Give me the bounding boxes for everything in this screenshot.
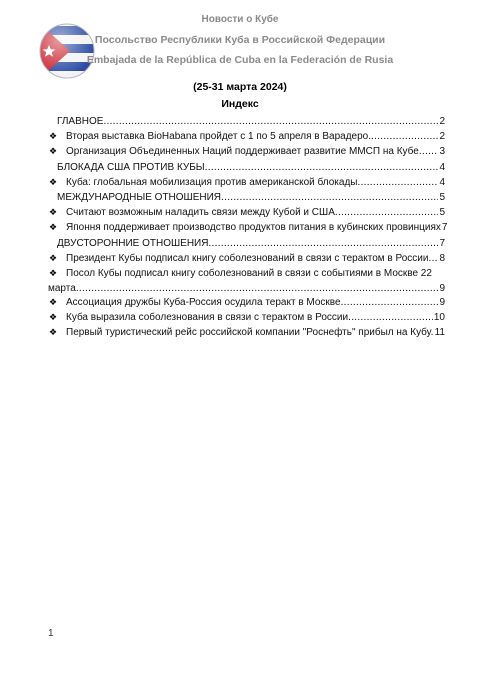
toc-item-entry[interactable] <box>48 220 448 235</box>
toc-dot-leader <box>419 144 439 159</box>
toc-item-entry[interactable] <box>48 129 445 144</box>
toc-entry-title: Куба: глобальная мобилизация против американской блокады <box>66 176 358 188</box>
toc-dot-leader <box>205 160 439 175</box>
toc-dot-leader <box>371 129 438 144</box>
toc-item-entry[interactable] <box>48 325 445 340</box>
toc-entry-title: ГЛАВНОЕ <box>57 116 104 127</box>
header-embassy-ru: Посольство Республики Куба в Российской Федерации <box>94 34 386 46</box>
toc-entry-title: БЛОКАДА США ПРОТИВ КУБЫ <box>57 161 205 173</box>
toc-page-number: 11 <box>434 327 445 339</box>
toc-entry-title: Японня поддерживает производство продуктов питания в кубинских провинциях <box>66 222 441 234</box>
toc-page-number: 7 <box>441 222 448 234</box>
toc-page-number: 8 <box>439 252 445 264</box>
diamond-bullet-icon: ❖ <box>49 252 58 263</box>
toc-item-entry[interactable] <box>48 310 445 325</box>
toc-dot-leader <box>348 310 433 325</box>
toc-entry-title: Ассоциация дружбы Куба-Россия осудила теракт в Москве <box>66 296 341 308</box>
toc-dot-leader <box>208 236 438 251</box>
diamond-bullet-icon: ❖ <box>49 207 58 218</box>
diamond-bullet-icon: ❖ <box>49 327 58 338</box>
toc-item-entry[interactable] <box>48 295 445 310</box>
diamond-bullet-icon: ❖ <box>49 312 58 323</box>
toc-page-number: 9 <box>439 296 445 308</box>
toc-section-entry[interactable] <box>48 190 445 205</box>
toc-entry-title: Организация Объединенных Наций поддерживает развитие ММСП на Кубе <box>66 146 419 158</box>
toc-page-number: 4 <box>439 176 445 188</box>
diamond-bullet-icon: ❖ <box>49 176 58 187</box>
toc-entry-title-continued: марта <box>48 282 76 294</box>
cuban-flag-circle-icon <box>38 22 96 80</box>
toc-section-entry[interactable] <box>48 160 445 175</box>
toc-page-number: 9 <box>439 282 445 294</box>
toc-entry-title: Вторая выставка BioHabana пройдет с 1 по 5 апреля в Варадеро. <box>66 131 372 143</box>
index-title: Индекс <box>221 98 259 110</box>
table-of-contents <box>48 114 448 340</box>
diamond-bullet-icon: ❖ <box>49 267 58 278</box>
toc-section-entry[interactable] <box>48 114 445 129</box>
toc-entry-title: ДВУСТОРОННИЕ ОТНОШЕНИЯ <box>57 237 209 249</box>
toc-dot-leader <box>76 281 439 296</box>
toc-item-entry[interactable] <box>48 205 445 220</box>
toc-page-number: 2 <box>439 116 445 127</box>
toc-item-entry[interactable] <box>48 175 445 190</box>
toc-entry-title: Посол Кубы подписал книгу соболезнований в связи с событиями в Москве 22 <box>66 267 432 279</box>
toc-entry-title: МЕЖДУНАРОДНЫЕ ОТНОШЕНИЯ <box>57 191 222 203</box>
toc-page-number: 7 <box>439 237 445 249</box>
toc-dot-leader <box>221 190 438 205</box>
toc-item-entry[interactable] <box>48 266 445 295</box>
toc-item-entry[interactable] <box>48 144 445 159</box>
diamond-bullet-icon: ❖ <box>49 131 58 142</box>
diamond-bullet-icon: ❖ <box>49 222 58 233</box>
toc-item-entry[interactable] <box>48 251 445 266</box>
toc-dot-leader <box>103 114 438 129</box>
toc-page-number: 2 <box>439 131 445 143</box>
toc-entry-title: Первый туристический рейс российской компании "Роснефть" прибыл на Кубу. <box>66 327 434 339</box>
toc-page-number: 4 <box>439 161 445 173</box>
toc-page-number: 5 <box>439 207 445 219</box>
toc-dot-leader <box>341 295 439 310</box>
toc-entry-title: Президент Кубы подписал книгу соболезнований в связи с терактом в России <box>66 252 429 264</box>
toc-dot-leader <box>357 175 438 190</box>
toc-page-number: 3 <box>439 146 445 158</box>
diamond-bullet-icon: ❖ <box>49 296 58 307</box>
toc-entry-title: Считают возможным наладить связи между Кубой и США <box>66 207 335 219</box>
diamond-bullet-icon: ❖ <box>49 146 58 157</box>
header-title: Новости о Кубе <box>201 14 279 25</box>
page-number: 1 <box>48 628 54 639</box>
date-range: (25-31 марта 2024) <box>193 81 287 93</box>
toc-section-entry[interactable] <box>48 236 445 251</box>
toc-dot-leader <box>428 251 438 266</box>
toc-entry-title: Куба выразила соболезнования в связи с терактом в России <box>66 312 349 324</box>
toc-dot-leader <box>335 205 439 220</box>
header-embassy-es: Embajada de la República de Cuba en la Federación de Rusia <box>86 54 394 66</box>
toc-page-number: 10 <box>433 312 445 324</box>
toc-page-number: 5 <box>439 191 445 203</box>
